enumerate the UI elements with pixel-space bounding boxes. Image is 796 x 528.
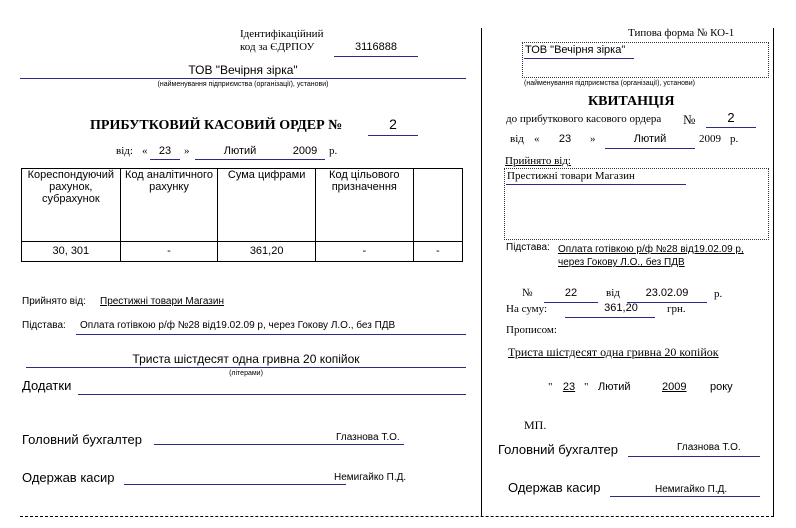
receipt-date-year: 2009 [699, 133, 721, 145]
table-header: Код цільового призначення [315, 169, 413, 242]
table-header: Код аналітичного рахунку [120, 169, 218, 242]
receipt-company-caption: (найменування підприємства (організації), установи) [524, 80, 695, 87]
receipt-num-from: від [606, 287, 620, 299]
order-date-year: 2009 [292, 145, 318, 157]
receipt-bottom-open-quote: " [548, 381, 553, 393]
order-number: 2 [389, 116, 397, 132]
tear-line-horizontal [20, 516, 774, 517]
receipt-num-value: 22 [564, 287, 578, 299]
receipt-cashier-name: Немигайко П.Д. [655, 484, 728, 495]
order-title: ПРИБУТКОВИЙ КАСОВИЙ ОРДЕР № [90, 118, 343, 133]
right-border-line [773, 28, 774, 516]
order-date-month: Лютий [223, 145, 257, 157]
receipt-date-prefix: від [510, 133, 524, 145]
receipt-received-label: Прийнято від: [505, 155, 571, 167]
receipt-chief-name: Глазнова Т.О. [677, 442, 741, 453]
receipt-title: КВИТАНЦІЯ [588, 94, 675, 109]
receipt-bottom-day: 23 [562, 381, 576, 393]
receipt-bottom-suffix: року [710, 381, 733, 393]
receipt-chief-label: Головний бухгалтер [498, 442, 618, 457]
receipt-cashier-label: Одержав касир [508, 480, 601, 495]
order-date-open-quote: « [142, 145, 148, 157]
receipt-num-suffix: р. [714, 288, 723, 300]
receipt-sum-currency: грн. [667, 303, 686, 315]
order-date-close-quote: » [184, 145, 190, 157]
receipt-date-close-quote: » [590, 133, 596, 145]
table-cell: 30, 301 [22, 241, 121, 261]
receipt-subtitle: до прибуткового касового ордера [506, 113, 662, 125]
table-cell: - [413, 241, 462, 261]
order-received-value: Престижні товари Магазин [100, 296, 224, 307]
table-cell: - [120, 241, 218, 261]
receipt-num-label: № [522, 287, 533, 299]
table-header: Сума цифрами [218, 169, 316, 242]
receipt-date-month: Лютий [633, 133, 667, 145]
receipt-date-open-quote: « [534, 133, 540, 145]
receipt-basis-label: Підстава: [506, 242, 550, 253]
order-basis-label: Підстава: [22, 320, 66, 331]
receipt-date-suffix: р. [730, 133, 739, 145]
order-company-name: ТОВ "Вечірня зірка" [188, 63, 298, 77]
table-header: Кореспондуючий рахунок, субрахунок [22, 169, 121, 242]
receipt-sum-value: 361,20 [604, 302, 638, 314]
receipt-basis-line1: Оплата готівкою р/ф №28 від19.02.09 р, [558, 244, 744, 255]
receipt-num-date: 23.02.09 [645, 287, 689, 299]
accounts-table [21, 168, 463, 262]
receipt-number: 2 [727, 110, 735, 125]
order-date-day: 23 [158, 145, 172, 157]
order-amount-caption: (літерами) [229, 370, 263, 377]
receipt-words-label: Прописом: [506, 324, 557, 336]
receipt-bottom-year: 2009 [662, 381, 687, 393]
order-company-caption: (найменування підприємства (організації), установи) [157, 81, 329, 88]
edrpou-value: 3116888 [354, 41, 397, 53]
receipt-words-value: Триста шістдесят одна гривна 20 копійок [508, 345, 719, 359]
table-cell: 361,20 [218, 241, 316, 261]
receipt-basis-line2: через Гокову Л.О., без ПДВ [558, 257, 685, 268]
receipt-form-label: Типова форма № КО-1 [628, 27, 735, 39]
order-cashier-name: Немигайко П.Д. [334, 472, 407, 483]
tear-line-vertical [481, 28, 482, 516]
table-header [413, 169, 462, 242]
order-date-suffix: р. [329, 145, 338, 157]
order-received-label: Прийнято від: [22, 296, 86, 307]
receipt-date-day: 23 [558, 133, 572, 145]
order-amount-words: Триста шістдесят одна гривна 20 копійок [132, 352, 360, 366]
order-chief-name: Глазнова Т.О. [336, 432, 400, 443]
order-basis-value: Оплата готівкою р/ф №28 від19.02.09 р, через Гокову Л.О., без ПДВ [80, 320, 396, 331]
order-cashier-label: Одержав касир [22, 470, 115, 485]
order-chief-label: Головний бухгалтер [22, 432, 142, 447]
edrpou-label-line1: Ідентифікаційний [240, 28, 324, 40]
receipt-bottom-month: Лютий [598, 381, 631, 393]
order-date-prefix: від: [116, 145, 133, 157]
receipt-company-name: ТОВ "Вечірня зірка" [525, 44, 626, 56]
receipt-number-sign: № [683, 112, 696, 127]
receipt-stamp-label: МП. [524, 418, 547, 432]
table-cell: - [315, 241, 413, 261]
receipt-bottom-close-quote: " [584, 381, 589, 393]
edrpou-label-line2: код за ЄДРПОУ [240, 41, 315, 53]
order-attachments-label: Додатки [22, 378, 72, 393]
receipt-received-value: Престижні товари Магазин [507, 170, 635, 182]
receipt-sum-label: На суму: [506, 303, 548, 315]
